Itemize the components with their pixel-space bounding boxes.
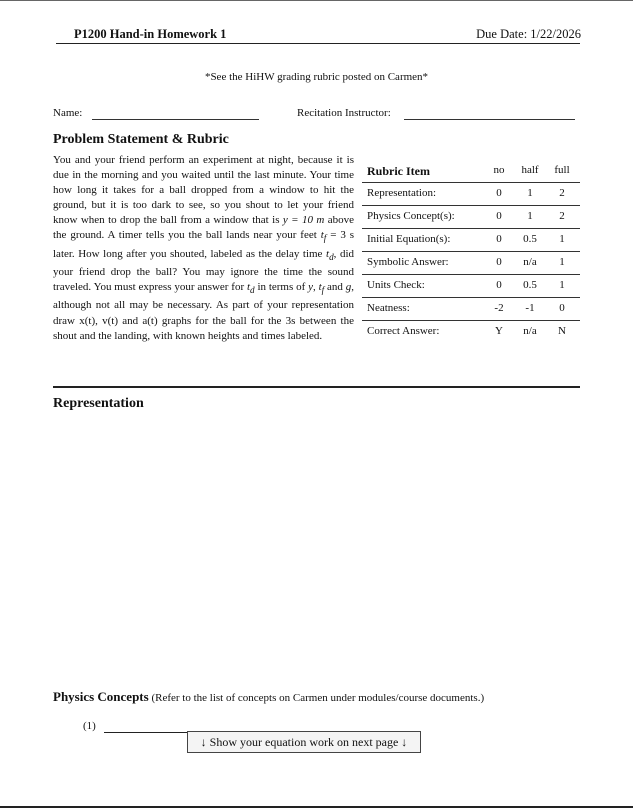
problem-statement: You and your friend perform an experiment at night, because it is due in the morning and you waited until the last minute. Your time how long it takes for a ball dropped from a window to hit the ground, but it is too dark to see, so you shout to let your friend know when to drop the ball from a window that is y = 10 m above the ground. A timer tells you the ball lands near your feet $t_f = 3$ s later. How long after you shouted, labeled as the delay time $t_d$, did your friend drop the ball? You may ignore the time the sound traveled. You must express your answer for $t_d$ in terms of y, $t_f$ and g, although not all may be necessary. As part of your representation draw x(t), v(t) and a(t) graphs for the ball for the 3s between the shout and the landing, with known heights and times labeled. bbox=[53, 154, 355, 342]
rubric-full: 1 bbox=[559, 233, 565, 245]
rubric-header-no: no bbox=[493, 164, 505, 176]
rubric-item: Correct Answer: bbox=[367, 325, 440, 337]
grading-rubric-note: *See the HiHW grading rubric posted on Carmen* bbox=[204, 71, 429, 83]
rubric-no: 0 bbox=[496, 187, 502, 199]
rubric-row bbox=[362, 321, 580, 343]
rubric-header-half: half bbox=[521, 164, 539, 176]
rubric-item: Units Check: bbox=[367, 279, 425, 291]
rubric-no: Y bbox=[495, 325, 503, 337]
rubric-item: Neatness: bbox=[367, 302, 410, 314]
rubric-row bbox=[362, 275, 580, 298]
instructor-field-line[interactable] bbox=[404, 119, 575, 120]
homework-title: P1200 Hand-in Homework 1 bbox=[74, 27, 227, 41]
physics-concepts-heading: Physics Concepts bbox=[53, 689, 149, 704]
representation-heading: Representation bbox=[53, 396, 144, 411]
rubric-row bbox=[362, 298, 580, 321]
rubric-header-row bbox=[362, 160, 580, 183]
rubric-half: 1 bbox=[527, 187, 533, 199]
rubric-half: 0.5 bbox=[523, 279, 537, 291]
rubric-no: 0 bbox=[496, 279, 502, 291]
name-field-line[interactable] bbox=[92, 119, 259, 120]
rubric-row bbox=[362, 252, 580, 275]
rubric-row bbox=[362, 229, 580, 252]
concept-item-number: (1) bbox=[83, 720, 96, 732]
rubric-item: Symbolic Answer: bbox=[367, 256, 449, 268]
rubric-full: N bbox=[558, 325, 566, 337]
rubric-half: 1 bbox=[527, 210, 533, 222]
rubric-item: Physics Concept(s): bbox=[367, 210, 455, 222]
rubric-half: n/a bbox=[523, 256, 537, 268]
rubric-full: 1 bbox=[559, 256, 565, 268]
page-top-border bbox=[0, 0, 633, 1]
section-divider bbox=[53, 386, 580, 388]
rubric-half: n/a bbox=[523, 325, 537, 337]
rubric-full: 0 bbox=[559, 302, 565, 314]
header-divider bbox=[56, 43, 580, 44]
next-page-button[interactable]: ↓ Show your equation work on next page ↓ bbox=[187, 731, 421, 753]
rubric-full: 1 bbox=[559, 279, 565, 291]
rubric-header-full: full bbox=[554, 164, 570, 176]
rubric-full: 2 bbox=[559, 187, 565, 199]
rubric-row bbox=[362, 183, 580, 206]
rubric-half: -1 bbox=[525, 302, 535, 314]
physics-concepts-note: (Refer to the list of concepts on Carmen under modules/course documents.) bbox=[151, 692, 485, 704]
name-label: Name: bbox=[53, 107, 83, 119]
rubric-item: Representation: bbox=[367, 187, 437, 199]
problem-heading: Problem Statement & Rubric bbox=[53, 132, 229, 147]
rubric-item: Initial Equation(s): bbox=[367, 233, 451, 245]
physics-concepts-line bbox=[53, 689, 484, 705]
rubric-no: -2 bbox=[494, 302, 504, 314]
rubric-no: 0 bbox=[496, 233, 502, 245]
rubric-no: 0 bbox=[496, 210, 502, 222]
rubric-no: 0 bbox=[496, 256, 502, 268]
due-date: Due Date: 1/22/2026 bbox=[476, 27, 581, 41]
rubric-header-item: Rubric Item bbox=[367, 164, 430, 178]
rubric-half: 0.5 bbox=[523, 233, 537, 245]
rubric-full: 2 bbox=[559, 210, 565, 222]
rubric-row bbox=[362, 206, 580, 229]
instructor-label: Recitation Instructor: bbox=[297, 107, 391, 119]
